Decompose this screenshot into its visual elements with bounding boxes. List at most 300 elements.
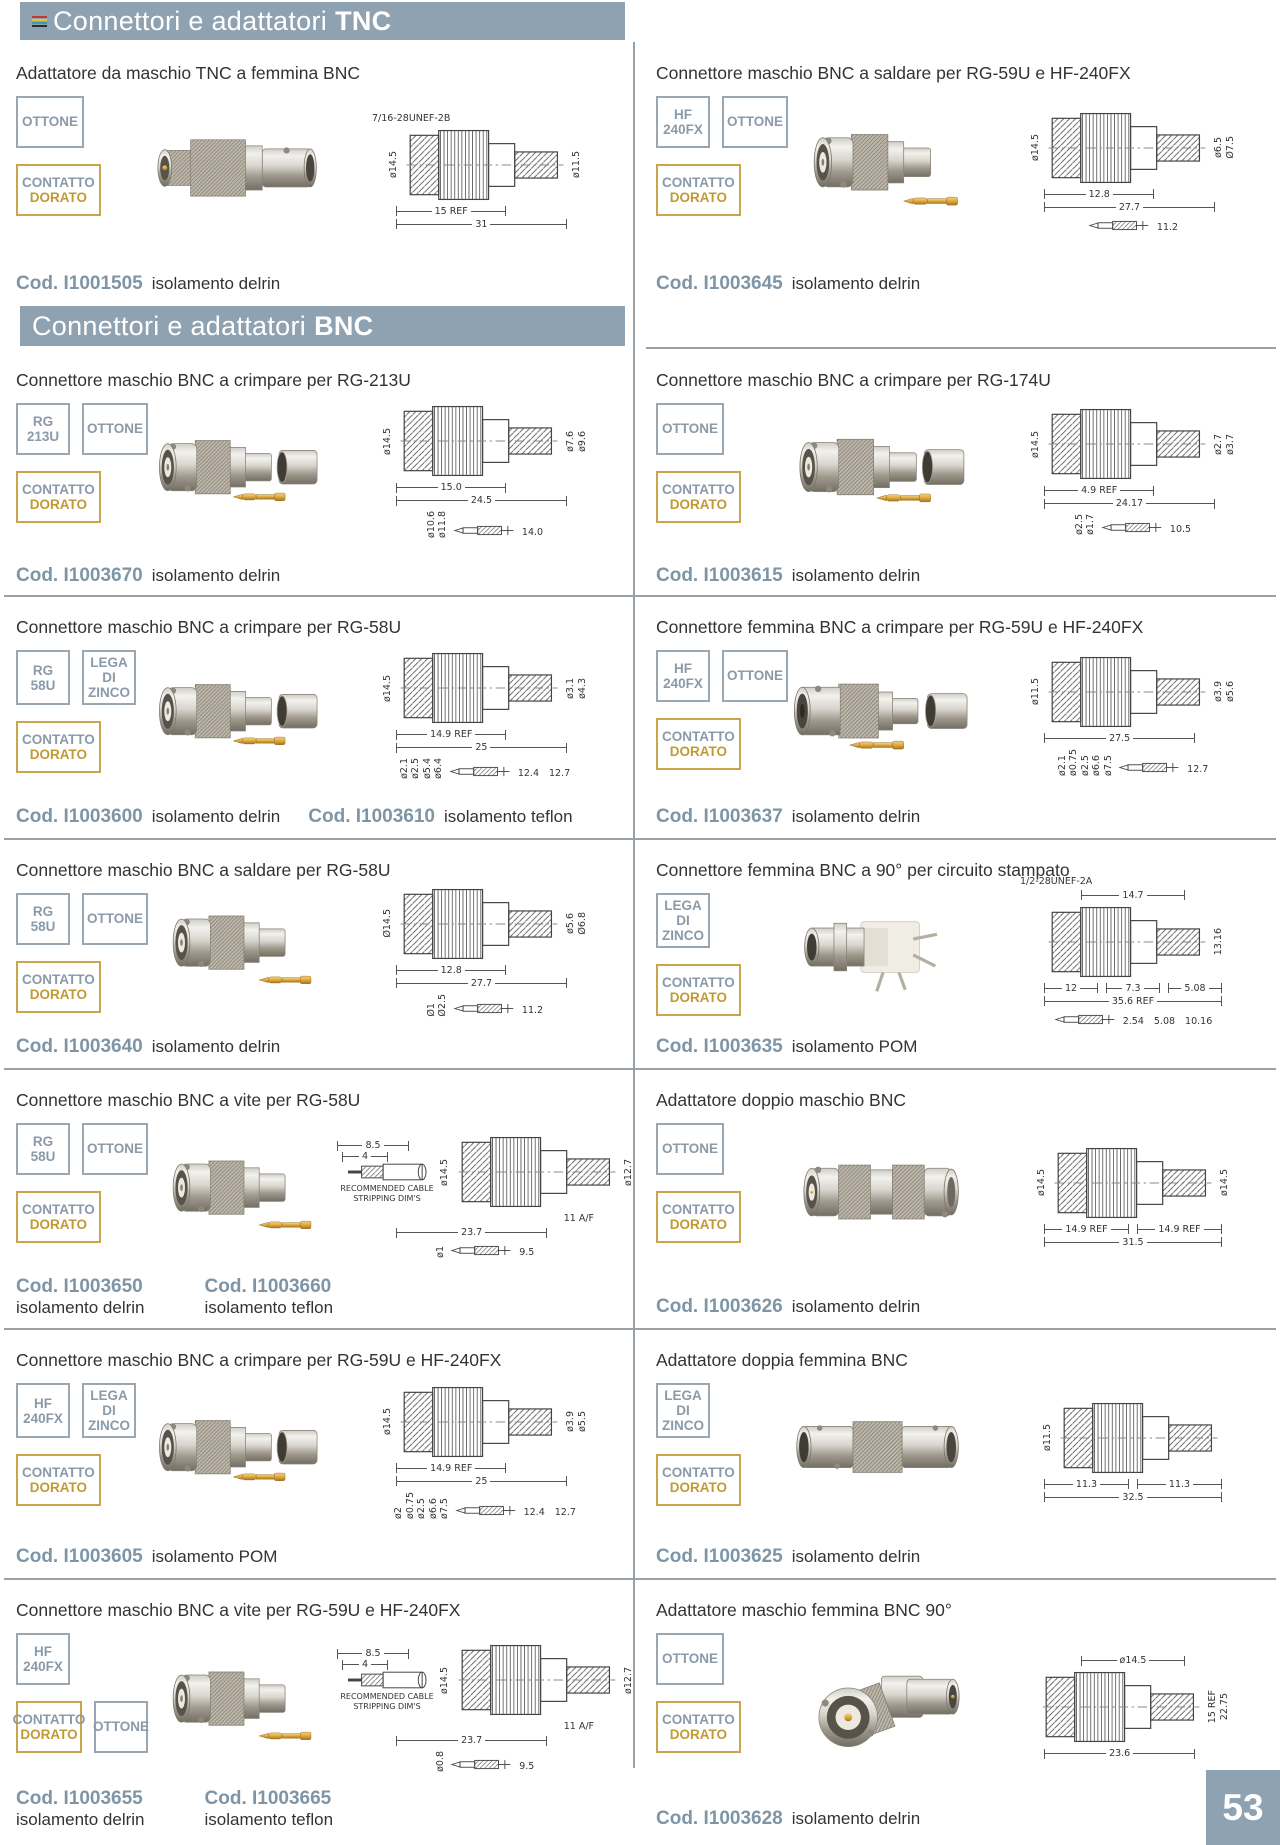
row-separator <box>4 1578 1276 1580</box>
dimension-label: 32.5 <box>1122 1491 1144 1503</box>
male-tube-pin-photo <box>148 1396 346 1506</box>
code-pair <box>205 1788 334 1830</box>
dimension-label: ø6.4 <box>433 758 445 779</box>
product-title: Connettore maschio BNC a vite per RG-59U e HF-240FX <box>16 1600 461 1620</box>
dimension-line <box>1081 1655 1184 1666</box>
dimension-label: 24.17 <box>1115 498 1144 510</box>
dimension-label: ø2.5 <box>1073 514 1085 535</box>
product-code: Cod. I1003637 <box>656 806 783 827</box>
badge-label: DI <box>676 1403 690 1419</box>
insulation-label: isolamento delrin <box>791 1547 921 1566</box>
dimension-label: ø14.5 <box>1119 1655 1147 1666</box>
dimension-label: 12.8 <box>1088 188 1110 200</box>
dimension-label: ø2.5 <box>410 758 422 779</box>
badge-label: ZINCO <box>88 1418 130 1434</box>
dimension-label: 23.7 <box>461 1227 483 1238</box>
technical-drawing <box>994 876 1276 1027</box>
male-tube-pin-illustration <box>148 660 346 770</box>
badge-label: OTTONE <box>87 1141 144 1157</box>
drawing-art <box>401 127 569 203</box>
drawing-art <box>453 1642 621 1718</box>
badge-label: 240FX <box>23 1410 63 1426</box>
insulation-label: isolamento teflon <box>204 1810 334 1829</box>
material-badge <box>656 96 710 148</box>
dimension-label: ø11.8 <box>437 511 449 538</box>
badge-label: DORATO <box>29 1217 87 1232</box>
section-header-series: TNC <box>335 5 392 36</box>
dimension-label: Ø1 <box>425 1002 437 1017</box>
material-badge <box>16 893 70 945</box>
dimension-line <box>337 1140 409 1151</box>
code-pair <box>16 273 280 295</box>
dimension-label: 2.54 <box>1122 1015 1144 1027</box>
product-codes <box>656 1546 920 1568</box>
dimension-label: 15.0 <box>440 482 462 494</box>
dimension-line <box>1044 983 1098 994</box>
dimension-label: 10.16 <box>1185 1015 1213 1027</box>
dimension-label: 13.16 <box>1212 927 1224 956</box>
section-header-text: Connettori e adattatori <box>53 5 328 36</box>
dimension-label: ø7.5 <box>1102 754 1114 776</box>
dimension-label: ø3.9 <box>1213 681 1225 702</box>
male-pin-photo <box>148 1652 346 1762</box>
dimension-line <box>1044 202 1215 213</box>
dimension-label: ø3.7 <box>1224 433 1236 455</box>
technical-drawing <box>346 650 628 779</box>
code-pair <box>308 806 572 828</box>
badge-label: CONTATTO <box>22 971 95 987</box>
dimension-label: ø11.5 <box>1029 678 1041 705</box>
code-pair <box>16 565 280 587</box>
product-cell <box>6 1582 634 1838</box>
badge-label: 58U <box>30 919 56 934</box>
female-tube-pin-photo <box>788 660 994 770</box>
dimension-label: 14.7 <box>1122 889 1144 901</box>
product-code: Cod. I1003645 <box>656 273 783 294</box>
dimension-line <box>1044 996 1222 1007</box>
dimension-line <box>1137 1479 1222 1490</box>
dimension-label: ø2.1 <box>398 758 410 779</box>
badge-label: DORATO <box>29 747 87 763</box>
pin-drawing <box>450 1757 514 1772</box>
dimension-label: ø1 <box>434 1246 446 1258</box>
dimension-label: ø1.7 <box>1085 514 1097 535</box>
drawing-art <box>453 1134 621 1210</box>
dimension-label: Ø6.8 <box>576 912 588 935</box>
insulation-label: isolamento delrin <box>16 1810 145 1829</box>
badge-label: LEGA <box>664 898 702 913</box>
material-badge <box>16 1383 70 1438</box>
dimension-line <box>396 1227 547 1238</box>
badge-label: CONTATTO <box>662 481 735 497</box>
badge-label: OTTONE <box>22 114 79 130</box>
dimension-label: 12.7 <box>549 767 571 779</box>
male-pin-illustration <box>788 116 994 226</box>
row-separator <box>4 838 1276 840</box>
male-tube-pin-photo <box>148 660 346 770</box>
badge-label: CONTATTO <box>22 1465 95 1481</box>
material-badge <box>656 1191 741 1243</box>
product-cell <box>6 352 628 595</box>
product-code: Cod. I1003670 <box>16 565 143 586</box>
dimension-label: 31 <box>475 218 488 230</box>
badge-column <box>646 1621 788 1753</box>
dimension-line <box>396 1735 547 1746</box>
male-pin-photo <box>148 896 346 1006</box>
dimension-label: 12.8 <box>440 964 462 976</box>
product-cell <box>646 1332 1276 1576</box>
dimension-label: 4.9 REF <box>1081 485 1118 497</box>
dimension-label: 12.7 <box>1187 764 1209 776</box>
badge-label: LEGA <box>90 655 128 670</box>
badge-column <box>646 638 788 770</box>
dimension-label: ø10.6 <box>425 511 437 538</box>
product-title: Adattatore doppia femmina BNC <box>656 1350 908 1370</box>
dimension-label: 8.5 <box>365 1140 381 1152</box>
insulation-label: isolamento delrin <box>151 1037 281 1056</box>
badge-column <box>646 881 788 1016</box>
insulation-label: isolamento delrin <box>791 566 921 585</box>
badge-label: DORATO <box>29 190 87 205</box>
dimension-label: 8.5 <box>365 1648 381 1660</box>
dimension-label: ø14.5 <box>1029 430 1041 458</box>
dimension-label: ø2.5 <box>416 1497 428 1519</box>
dimension-label: ø3.1 <box>565 677 577 699</box>
product-code: Cod. I1003650 <box>16 1276 143 1297</box>
dimension-label: Ø2.5 <box>437 993 449 1017</box>
badge-label: OTTONE <box>727 114 784 130</box>
dimension-label: 4 <box>361 1659 369 1671</box>
badge-label: DI <box>102 670 116 686</box>
cable-strip-drawing <box>346 1162 428 1182</box>
technical-drawing <box>340 1134 634 1258</box>
badge-label: CONTATTO <box>22 732 95 748</box>
dimension-label: ø14.5 <box>381 427 393 455</box>
product-title: Connettore maschio BNC a crimpare per RG-58U <box>16 617 402 637</box>
male-tube-pin-photo <box>148 416 346 526</box>
dimension-label: ø5.4 <box>421 758 433 779</box>
product-code: Cod. I1003615 <box>656 565 783 586</box>
drawing-art <box>1043 654 1211 730</box>
material-badge <box>94 1701 148 1753</box>
dimension-label: ø14.5 <box>439 1158 450 1186</box>
product-cell <box>6 842 628 1066</box>
badge-label: OTTONE <box>87 911 144 927</box>
badge-label: CONTATTO <box>22 1201 95 1217</box>
page-number: 53 <box>1206 1770 1280 1845</box>
product-codes <box>16 1788 333 1830</box>
code-pair <box>656 1546 920 1568</box>
badge-label: DORATO <box>29 987 87 1002</box>
badge-label: CONTATTO <box>662 1465 735 1481</box>
badge-label: OTTONE <box>727 668 784 684</box>
section-header-bnc <box>20 306 625 346</box>
dimension-label: 27.5 <box>1109 732 1131 744</box>
male-pin-photo <box>148 1141 346 1251</box>
technical-drawing <box>994 110 1276 233</box>
dimension-label: ø14.5 <box>1035 1169 1047 1196</box>
material-badge <box>16 164 101 216</box>
badge-label: RG <box>32 903 54 919</box>
badge-label: CONTATTO <box>22 174 95 190</box>
drawing-art <box>395 403 563 479</box>
product-code: Cod. I1003660 <box>204 1276 332 1297</box>
technical-drawing <box>994 654 1276 776</box>
dimension-label: ø6.5 <box>1213 137 1225 158</box>
badge-label: CONTATTO <box>662 728 735 744</box>
badge-label: 240FX <box>663 676 703 691</box>
dimension-label: 14.9 REF <box>430 729 473 741</box>
material-badge <box>16 650 70 705</box>
dimension-line <box>396 965 506 976</box>
material-badge <box>82 1383 136 1438</box>
product-cell <box>646 1072 1276 1326</box>
drawing-art <box>1049 1145 1217 1221</box>
dimension-line <box>342 1659 388 1670</box>
dimension-line <box>396 482 506 493</box>
dimension-label: ø14.5 <box>1219 1169 1230 1196</box>
section-header-text: Connettori e adattatori <box>32 310 307 341</box>
dimension-line <box>1137 1224 1222 1235</box>
product-cell <box>6 45 628 303</box>
badge-label: 58U <box>30 1149 56 1164</box>
female-tube-pin-illustration <box>788 660 994 770</box>
dimension-line <box>396 219 567 230</box>
dimension-label: Ø14.5 <box>381 909 393 939</box>
dimension-label: ø7.6 <box>565 430 577 452</box>
product-cell <box>646 352 1276 595</box>
product-codes <box>16 1036 280 1058</box>
product-cell <box>6 1332 628 1576</box>
dimension-label: ø0.8 <box>434 1751 446 1772</box>
product-codes <box>16 1546 277 1568</box>
technical-drawing <box>994 1655 1276 1759</box>
product-title: Connettore maschio BNC a crimpare per RG-174U <box>656 370 1051 390</box>
male-pin-illustration <box>148 1141 346 1251</box>
dimension-line <box>1044 485 1154 496</box>
male-tube-pin-photo <box>788 416 994 526</box>
dimension-label: ø14.5 <box>381 674 393 702</box>
code-pair <box>16 1036 280 1058</box>
dimension-label: ø2.1 <box>1056 754 1068 776</box>
dimension-line <box>1044 1237 1222 1248</box>
drawing-art <box>1037 1669 1205 1745</box>
code-pair <box>205 1276 334 1318</box>
product-code: Cod. I1003600 <box>16 806 143 827</box>
material-badge <box>656 893 710 948</box>
material-badge <box>656 164 741 216</box>
product-cell <box>6 1072 634 1326</box>
product-title: Connettore maschio BNC a crimpare per RG-59U e HF-240FX <box>16 1350 502 1370</box>
dimension-label: ø6.6 <box>427 1497 439 1519</box>
material-badge <box>656 1701 741 1753</box>
product-codes <box>656 806 920 828</box>
badge-column <box>6 1371 148 1506</box>
badge-label: DI <box>676 913 690 929</box>
dimension-label: 5.08 <box>1184 982 1206 994</box>
badge-label: DORATO <box>20 1727 78 1742</box>
material-badge <box>16 1454 101 1506</box>
product-codes <box>16 806 573 828</box>
drawing-art <box>1055 1400 1223 1476</box>
row-separator <box>4 595 1276 597</box>
product-codes <box>656 1036 917 1058</box>
material-badge <box>16 403 70 455</box>
dimension-line <box>1044 1479 1129 1490</box>
dimension-label: 14.9 REF <box>1158 1223 1201 1235</box>
insulation-label: isolamento delrin <box>791 1809 921 1828</box>
badge-label: OTTONE <box>662 1141 719 1157</box>
product-codes <box>656 273 920 295</box>
dimension-label: 24.5 <box>470 495 493 507</box>
male-pin-illustration <box>148 896 346 1006</box>
dimension-label: 9.5 <box>519 1247 535 1258</box>
drawing-art <box>1043 904 1211 980</box>
pin-drawing <box>453 1001 517 1016</box>
dimension-line <box>342 1151 388 1162</box>
product-title: Connettore maschio BNC a saldare per RG-59U e HF-240FX <box>656 63 1131 83</box>
insulation-label: isolamento delrin <box>791 807 921 826</box>
badge-label: 58U <box>30 677 56 693</box>
technical-drawing <box>994 406 1276 535</box>
dimension-line <box>396 1476 567 1487</box>
badge-label: DORATO <box>29 497 87 512</box>
drawing-art <box>1043 110 1211 186</box>
dimension-label: ø4.3 <box>576 677 588 699</box>
badge-label: DORATO <box>669 1217 727 1232</box>
drawing-art <box>1043 406 1211 482</box>
product-code: Cod. I1001505 <box>16 273 143 294</box>
badge-label: RG <box>32 662 54 678</box>
technical-drawing <box>994 1145 1276 1248</box>
double-male-photo <box>788 1141 994 1251</box>
product-codes <box>16 565 280 587</box>
male-pin-illustration <box>148 1652 346 1762</box>
product-title: Connettore femmina BNC a crimpare per RG-59U e HF-240FX <box>656 617 1144 637</box>
dimension-label: ø7.5 <box>439 1497 451 1519</box>
technical-drawing <box>346 403 628 538</box>
dimension-label: ø5.6 <box>1224 681 1236 702</box>
male-tube-pin-illustration <box>148 416 346 526</box>
dimension-label: ø2 <box>393 1506 405 1519</box>
dimension-line <box>1081 890 1184 901</box>
dimension-line <box>1044 498 1215 509</box>
dimension-label: ø3.9 <box>565 1411 577 1432</box>
dimension-label: 11.2 <box>1156 221 1179 233</box>
pin-drawing <box>1101 520 1165 535</box>
pin-drawing <box>1054 1012 1118 1027</box>
dimension-label: ø2.5 <box>1079 754 1091 776</box>
code-pair <box>656 806 920 828</box>
badge-label: HF <box>34 1643 52 1659</box>
product-title: Adattatore da maschio TNC a femmina BNC <box>16 63 360 83</box>
code-pair <box>656 1036 917 1058</box>
material-badge <box>16 471 101 523</box>
dimension-label: 11.3 <box>1168 1478 1191 1490</box>
dimension-label: 9.5 <box>519 1760 535 1772</box>
pin-drawing <box>1118 760 1182 775</box>
product-code: Cod. I1003628 <box>656 1808 783 1829</box>
badge-column <box>646 84 788 216</box>
dimension-label: 12.4 <box>517 767 539 779</box>
dimension-label: 27.7 <box>1118 201 1141 213</box>
material-badge <box>656 718 741 770</box>
technical-drawing <box>340 1642 634 1772</box>
pin-drawing <box>1088 218 1152 233</box>
dimension-label: 11.2 <box>521 1005 544 1017</box>
insulation-label: isolamento POM <box>151 1547 278 1566</box>
dimension-label: ø12.7 <box>622 1666 634 1694</box>
badge-label: CONTATTO <box>662 1711 735 1727</box>
code-pair <box>16 806 280 828</box>
insulation-label: isolamento delrin <box>16 1298 145 1317</box>
badge-label: ZINCO <box>88 685 130 701</box>
badge-column <box>6 881 148 1013</box>
dimension-label: 31.5 <box>1122 1236 1144 1248</box>
technical-drawing <box>994 1400 1276 1503</box>
badge-label: DORATO <box>669 497 727 512</box>
product-title: Connettore maschio BNC a crimpare per RG-213U <box>16 370 411 390</box>
dimension-label: ø0.75 <box>404 1491 416 1519</box>
badge-label: OTTONE <box>87 421 144 437</box>
product-codes <box>656 565 920 587</box>
product-code: Cod. I1003655 <box>16 1788 143 1809</box>
dimension-label: 15 REF <box>1207 1690 1218 1724</box>
badge-label: RG <box>32 413 54 429</box>
dimension-label: 12.7 <box>554 1507 576 1519</box>
material-badge <box>16 1633 70 1685</box>
row-separator <box>646 347 1276 349</box>
insulation-label: isolamento delrin <box>151 807 281 826</box>
badge-label: CONTATTO <box>662 975 735 991</box>
drawing-art <box>395 1384 563 1460</box>
dimension-label: 27.7 <box>470 977 493 989</box>
dimension-label: 14.9 REF <box>1065 1223 1108 1235</box>
dimension-line <box>1168 983 1222 994</box>
hex-flat-label: 11 A/F <box>563 1213 594 1224</box>
section-header-tnc <box>20 2 625 40</box>
tnc-bnc-adapter-photo <box>148 116 346 226</box>
pin-drawing <box>450 1243 514 1258</box>
cable-strip-diagram <box>337 1648 437 1711</box>
tnc-bnc-adapter-illustration <box>148 116 346 226</box>
badge-label: 240FX <box>663 122 703 137</box>
badge-column <box>6 391 148 523</box>
dimension-label: 14.0 <box>521 526 544 538</box>
dimension-label: 23.6 <box>1109 1748 1131 1759</box>
dimension-label: 11.3 <box>1075 1478 1098 1490</box>
dimension-label: 14.9 REF <box>430 1462 473 1474</box>
material-badge <box>16 721 101 773</box>
dimension-label: 25 <box>475 742 488 754</box>
badge-label: LEGA <box>664 1388 702 1403</box>
right-angle-illustration <box>788 1652 994 1762</box>
dimension-line <box>396 1463 506 1474</box>
badge-label: HF <box>674 106 692 122</box>
drawing-art <box>395 650 563 726</box>
code-pair <box>656 273 920 295</box>
badge-label: DORATO <box>669 1480 727 1496</box>
column-divider <box>633 42 635 1768</box>
drawing-art <box>395 886 563 962</box>
code-pair <box>16 1276 145 1318</box>
cable-strip-drawing <box>346 1670 428 1690</box>
dimension-label: 23.7 <box>461 1735 483 1747</box>
dimension-label: Ø7.5 <box>1224 136 1236 159</box>
badge-label: DORATO <box>29 1480 87 1496</box>
product-code: Cod. I1003605 <box>16 1546 143 1567</box>
product-codes <box>656 1808 920 1830</box>
